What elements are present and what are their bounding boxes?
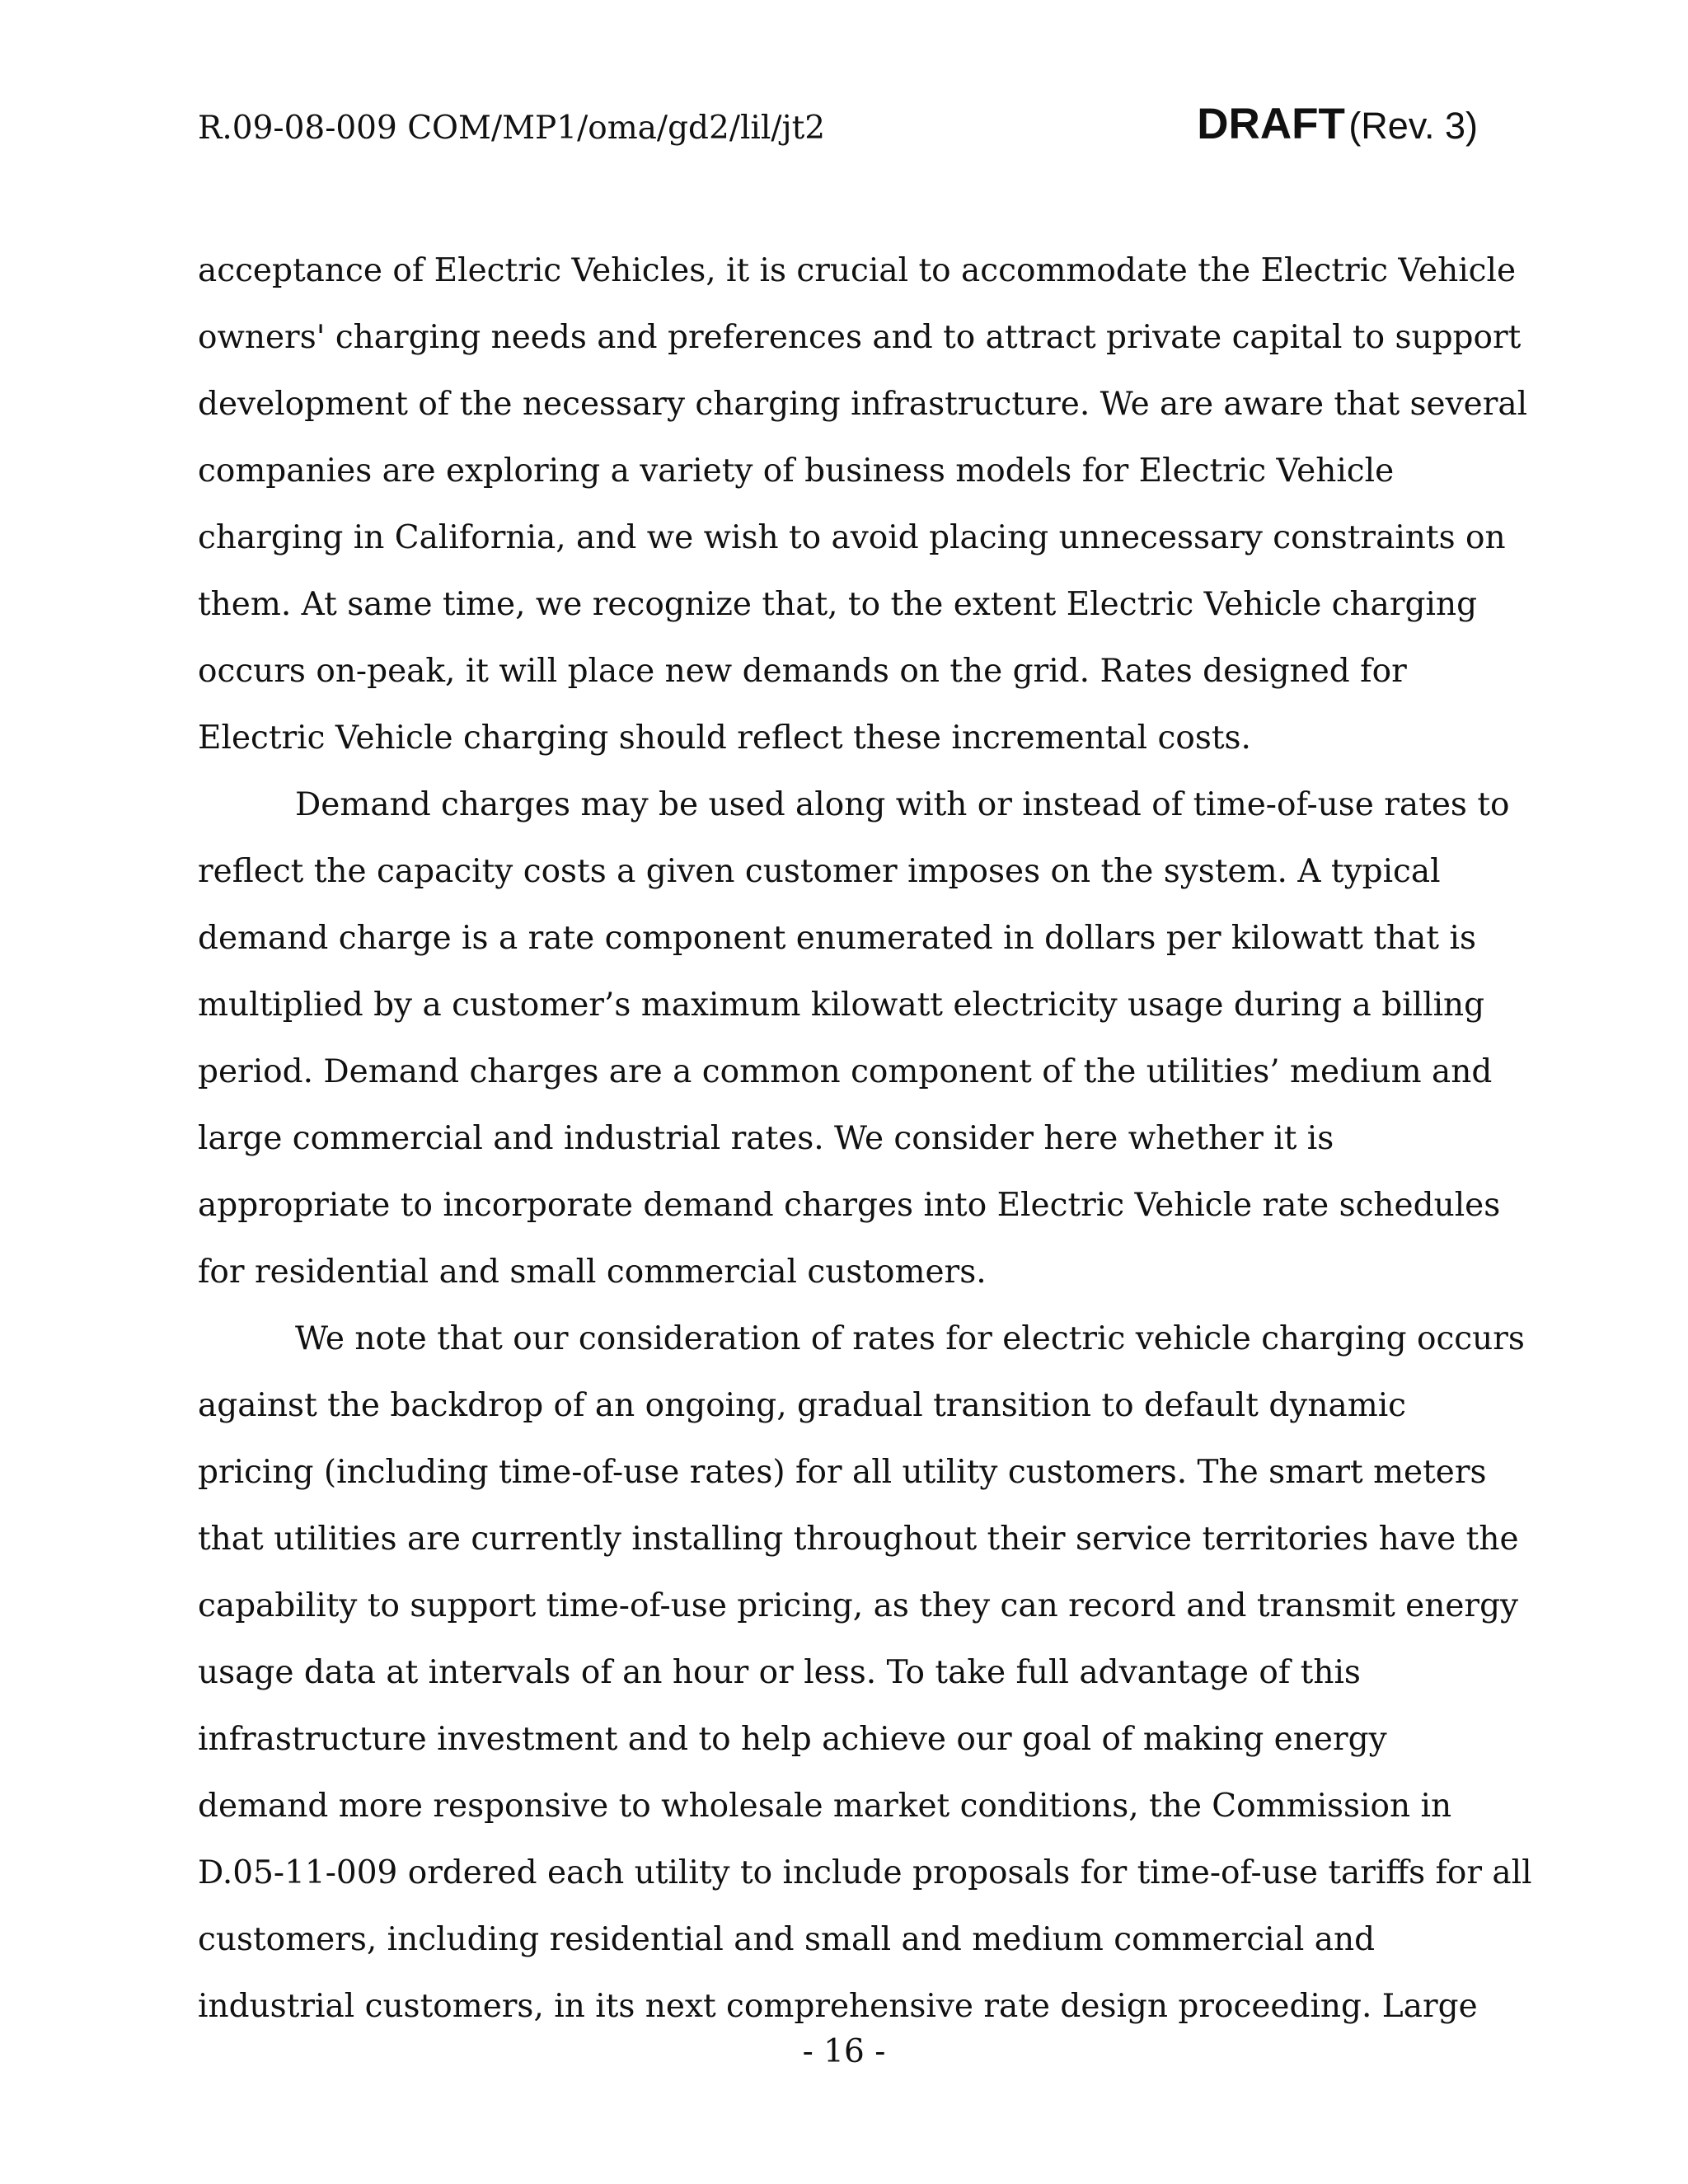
text-line: occurs on-peak, it will place new demands on the grid. Rates designed for	[198, 653, 1407, 690]
text-line: demand more responsive to wholesale market conditions, the Commission in	[198, 1788, 1452, 1825]
text-line: infrastructure investment and to help achieve our goal of making energy	[198, 1721, 1387, 1758]
text-line: multiplied by a customer’s maximum kilowatt electricity usage during a billing	[198, 987, 1485, 1024]
text-line: customers, including residential and small and medium commercial and	[198, 1921, 1376, 1958]
text-line: usage data at intervals of an hour or less. To take full advantage of this	[198, 1654, 1361, 1691]
text-line: for residential and small commercial customers.	[198, 1254, 987, 1291]
text-line: industrial customers, in its next comprehensive rate design proceeding. Large	[198, 1988, 1478, 2025]
text-line: appropriate to incorporate demand charges into Electric Vehicle rate schedules	[198, 1187, 1501, 1224]
text-line: against the backdrop of an ongoing, gradual transition to default dynamic	[198, 1387, 1407, 1424]
text-line: Electric Vehicle charging should reflect these incremental costs.	[198, 719, 1251, 757]
text-line: acceptance of Electric Vehicles, it is crucial to accommodate the Electric Vehicle	[198, 252, 1517, 289]
text-line: pricing (including time-of-use rates) for all utility customers. The smart meters	[198, 1454, 1487, 1491]
text-line: period. Demand charges are a common component of the utilities’ medium and	[198, 1053, 1493, 1090]
paragraph-start-line: We note that our consideration of rates for electric vehicle charging occurs	[295, 1320, 1525, 1357]
text-line: reflect the capacity costs a given customer imposes on the system. A typical	[198, 853, 1441, 890]
paragraph-start-line: Demand charges may be used along with or instead of time-of-use rates to	[295, 786, 1510, 823]
text-line: D.05-11-009 ordered each utility to include proposals for time-of-use tariffs for all	[198, 1854, 1532, 1891]
draft-label: DRAFT	[1197, 100, 1345, 148]
text-line: charging in California, and we wish to avoid placing unnecessary constraints on	[198, 519, 1506, 556]
body-text	[198, 237, 1532, 2040]
text-line: them. At same time, we recognize that, to the extent Electric Vehicle charging	[198, 586, 1478, 623]
text-line: development of the necessary charging infrastructure. We are aware that several	[198, 386, 1528, 423]
text-line: owners' charging needs and preferences and to attract private capital to support	[198, 319, 1522, 356]
text-line: capability to support time-of-use pricing, as they can record and transmit energy	[198, 1587, 1519, 1624]
page-number: - 16 -	[802, 2033, 886, 2070]
text-line: companies are exploring a variety of business models for Electric Vehicle	[198, 452, 1395, 490]
draft-header	[1197, 97, 1478, 162]
text-line: that utilities are currently installing throughout their service territories have the	[198, 1521, 1519, 1558]
text-line: demand charge is a rate component enumerated in dollars per kilowatt that is	[198, 920, 1476, 957]
text-line: large commercial and industrial rates. We consider here whether it is	[198, 1120, 1334, 1157]
docket-header: R.09-08-009 COM/MP1/oma/gd2/lil/jt2	[198, 110, 826, 147]
revision-label: (Rev. 3)	[1348, 105, 1478, 147]
